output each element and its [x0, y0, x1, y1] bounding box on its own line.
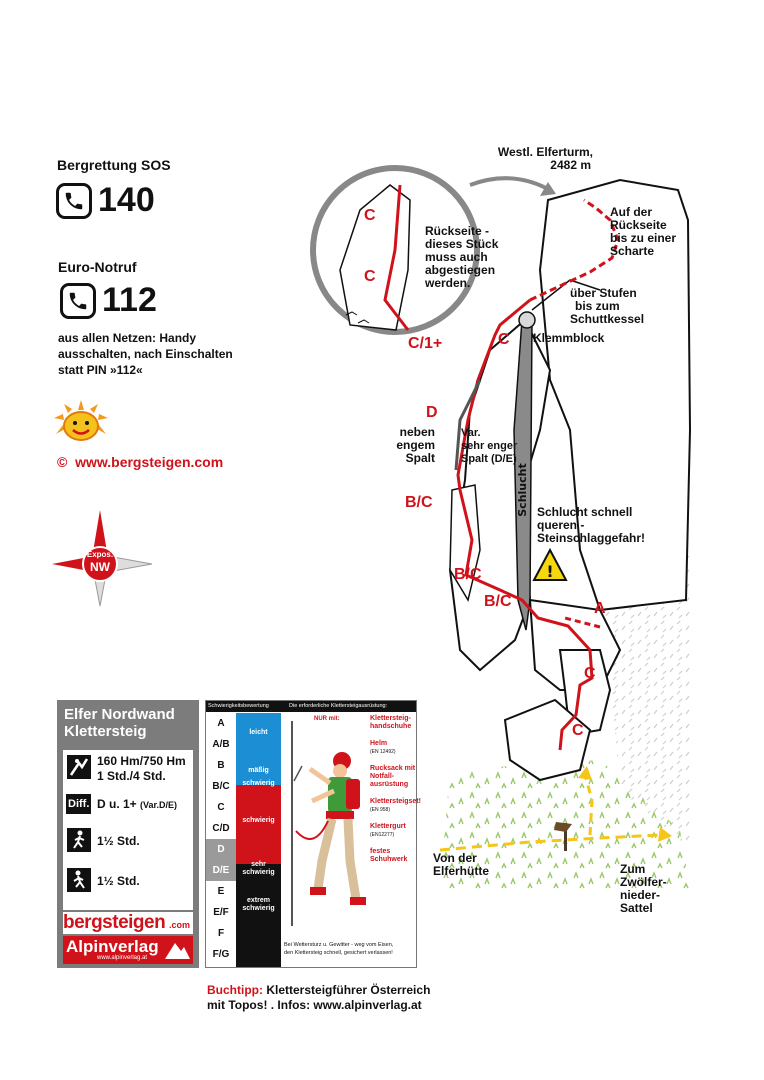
- grade-scale-item: A/B: [206, 734, 236, 755]
- euro-emergency-number: 112: [102, 281, 157, 319]
- band-schwierig-1: schwierig: [242, 780, 275, 787]
- gully-label: Schlucht: [516, 463, 529, 517]
- band-extrem-schwierig: extrem schwierig: [242, 897, 275, 912]
- ascent-icon: [67, 828, 91, 852]
- equipment-item: Klettersteigset! (EN 958): [370, 798, 421, 813]
- grade-scale-item: E/F: [206, 902, 236, 923]
- back-side-note: Auf der Rückseite bis zu einer Scharte: [610, 205, 677, 258]
- mountain-rescue-phone: [56, 181, 155, 220]
- grade-label: C: [364, 268, 376, 285]
- diff-label: Diff.: [66, 794, 91, 814]
- variant-label: Var. sehr enger Spalt (D/E): [461, 427, 518, 465]
- grade-label: C: [364, 207, 376, 224]
- euro-emergency-label: Euro-Notruf: [58, 259, 137, 275]
- grade-label: A: [594, 600, 606, 617]
- mountain-rescue-number: 140: [98, 181, 155, 219]
- compass-direction: NW: [90, 560, 110, 574]
- band-leicht: leicht: [249, 729, 268, 736]
- band-schwierig-2: schwierig: [242, 817, 275, 824]
- brand-bergsteigen: bergsteigen .com: [63, 912, 193, 934]
- route-title: Elfer Nordwand Klettersteig: [64, 706, 175, 740]
- grade-scale-item: F/G: [206, 944, 236, 965]
- route-height: 160 Hm/750 Hm: [97, 754, 186, 768]
- book-tip: Buchtipp: Klettersteigführer Österreich mit Topos! . Infos: www.alpinverlag.at: [207, 983, 431, 1012]
- grade-scale-item: B/C: [206, 776, 236, 797]
- mountain-rescue-label: Bergrettung SOS: [57, 157, 171, 173]
- grade-scale-item: D/E: [206, 860, 236, 881]
- only-with: NUR mit:: [314, 716, 340, 722]
- weather-warning: Bei Wettersturz u. Gewitter - weg vom Eisen, den Klettersteig schnell, gesichert verlassen!: [284, 942, 394, 956]
- grade-bands: [236, 713, 281, 967]
- descent-icon: [67, 868, 91, 892]
- grade-label: B/C: [484, 593, 512, 610]
- phone-icon: [60, 283, 96, 319]
- grade-label: C: [498, 331, 510, 348]
- euro-emergency-note: aus allen Netzen: Handy ausschalten, nach Einschalten statt PIN »112«: [58, 331, 233, 377]
- gully-warning: Schlucht schnell queren - Steinschlaggefahr!: [537, 505, 646, 545]
- grade-scale-item: C: [206, 797, 236, 818]
- compass-label: Expos.: [86, 550, 114, 559]
- summit-label: Westl. Elferturm, 2482 m: [497, 145, 593, 172]
- grade-label: C: [572, 722, 584, 739]
- grade-label: B/C: [405, 494, 433, 511]
- chockstone-label: Klemmblock: [533, 331, 605, 345]
- equipment-item: Klettergurt (EN12277): [370, 823, 406, 838]
- route-time: 1 Std./4 Std.: [97, 769, 166, 783]
- grade-scale-item: E: [206, 881, 236, 902]
- brand-alpinverlag: Alpinverlag www.alpinverlag.at: [63, 936, 193, 964]
- equipment-item: Helm (EN 12492): [370, 740, 396, 755]
- grade-scale-item: A: [206, 713, 236, 734]
- grade-scale-item: F: [206, 923, 236, 944]
- mountain-icon: [163, 939, 191, 961]
- equipment-item: Rucksack mit Notfall-ausrüstung: [370, 765, 416, 788]
- euro-emergency-phone: [60, 281, 157, 320]
- grade-label: C: [584, 665, 596, 682]
- website-line[interactable]: © www.bergsteigen.com: [57, 454, 224, 470]
- ascent-time: 1½ Std.: [97, 834, 140, 848]
- ascent-height-icon: [67, 755, 91, 779]
- grade-label: C/1+: [408, 335, 443, 352]
- route-info-box: [57, 700, 199, 968]
- descent-time: 1½ Std.: [97, 874, 140, 888]
- grade-label: D: [426, 404, 438, 421]
- to-saddle-label: Zum Zwölfer- nieder- Sattel: [620, 862, 667, 915]
- sun-logo-icon: [50, 398, 112, 448]
- equipment-item: Klettersteig-handschuhe: [370, 715, 412, 730]
- band-maessig: mäßig: [248, 767, 269, 774]
- svg-text:!: !: [546, 562, 554, 581]
- grade-scale-item: D: [206, 839, 236, 860]
- phone-icon: [56, 183, 92, 219]
- from-hut-label: Von der Elferhütte: [433, 851, 490, 878]
- grade-label: B/C: [454, 566, 482, 583]
- narrow-crack-label: neben engem Spalt: [396, 425, 435, 465]
- diff-value: D u. 1+ (Var.D/E): [97, 797, 178, 811]
- grade-scale-item: B: [206, 755, 236, 776]
- route-stats: [63, 750, 193, 910]
- inset-note: Rückseite - dieses Stück muss auch abgestiegen werden.: [425, 224, 499, 290]
- equipment-item: festes Schuhwerk: [370, 848, 408, 863]
- chart-header: Schwierigkeitsbewertung Die erforderliche Klettersteigausrüstung:: [206, 701, 416, 712]
- steps-note: über Stufen bis zum Schuttkessel: [570, 286, 645, 326]
- grade-scale: [206, 713, 236, 965]
- band-sehr-schwierig: sehr schwierig: [242, 861, 275, 876]
- grade-scale-item: C/D: [206, 818, 236, 839]
